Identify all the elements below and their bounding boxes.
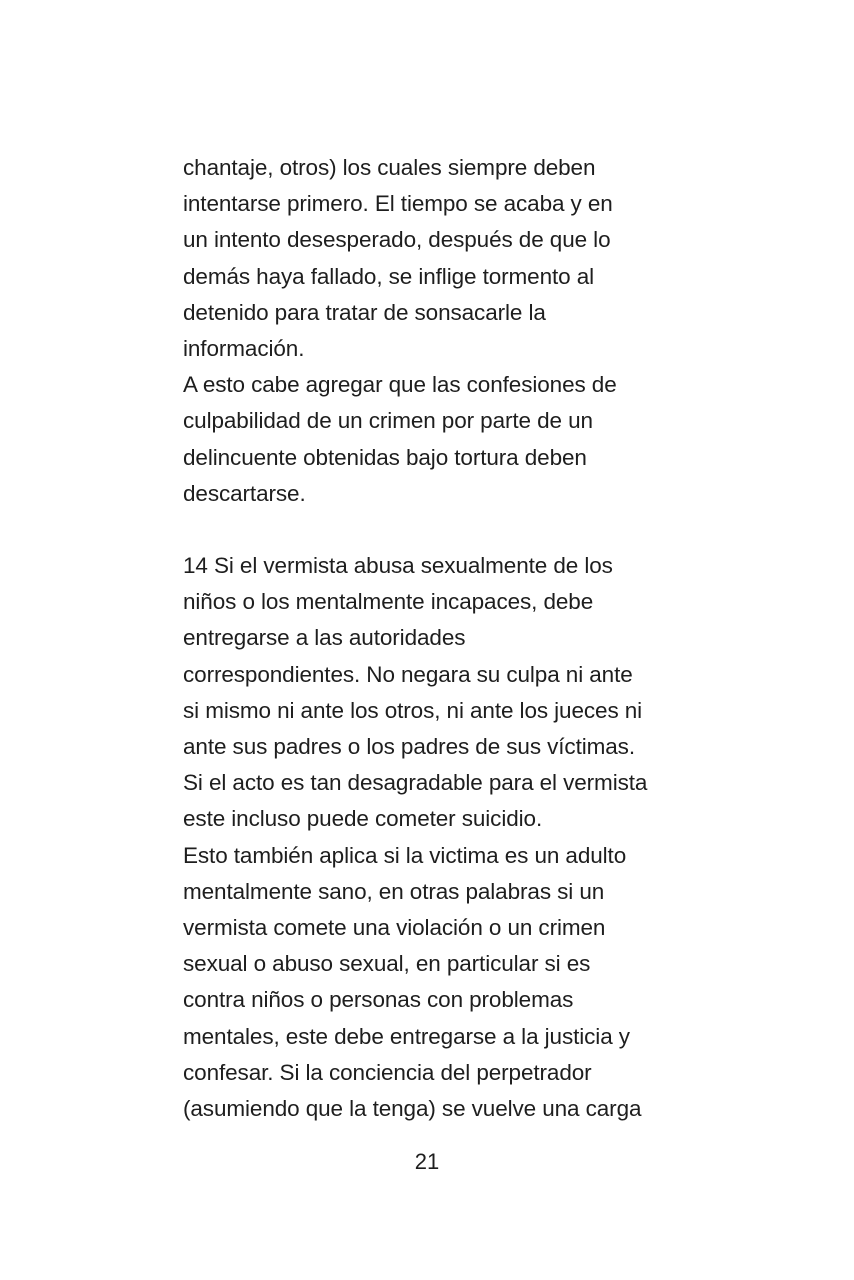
text-line: culpabilidad de un crimen por parte de un <box>183 408 593 434</box>
text-line: delincuente obtenidas bajo tortura deben <box>183 444 587 470</box>
text-line: confesar. Si la conciencia del perpetrador <box>183 1059 592 1085</box>
text-line: demás haya fallado, se inflige tormento al <box>183 263 595 289</box>
text-line: entregarse a las autoridades <box>183 625 466 651</box>
text-line: sexual o abuso sexual, en particular si es <box>183 951 591 977</box>
text-line: (asumiendo que la tenga) se vuelve una carga <box>183 1095 642 1121</box>
page-number: 21 <box>414 1149 440 1174</box>
text-line: información. <box>183 335 305 361</box>
text-line: A esto cabe agregar que las confesiones de <box>183 372 617 398</box>
text-line: 14 Si el vermista abusa sexualmente de los <box>183 553 613 579</box>
text-line: correspondientes. No negara su culpa ni ante <box>183 661 633 687</box>
text-line: un intento desesperado, después de que lo <box>183 227 611 253</box>
text-line: mentales, este debe entregarse a la justicia y <box>183 1023 630 1049</box>
text-line: vermista comete una violación o un crimen <box>183 914 606 940</box>
body-text <box>183 150 683 1127</box>
text-line: chantaje, otros) los cuales siempre deben <box>183 155 596 180</box>
text-line: intentarse primero. El tiempo se acaba y en <box>183 191 613 217</box>
text-line: Esto también aplica si la victima es un adulto <box>183 842 627 868</box>
text-line: contra niños o personas con problemas <box>183 987 574 1013</box>
text-line: mentalmente sano, en otras palabras si un <box>183 878 605 904</box>
text-line: descartarse. <box>183 480 306 506</box>
text-line: niños o los mentalmente incapaces, debe <box>183 589 594 615</box>
text-line: detenido para tratar de sonsacarle la <box>183 299 546 325</box>
text-line: ante sus padres o los padres de sus víctimas. <box>183 734 635 759</box>
text-line: este incluso puede cometer suicidio. <box>183 806 543 832</box>
text-line: si mismo ni ante los otros, ni ante los jueces ni <box>183 697 643 723</box>
paragraph-gap <box>183 512 683 548</box>
text-line: Si el acto es tan desagradable para el vermista <box>183 770 648 796</box>
